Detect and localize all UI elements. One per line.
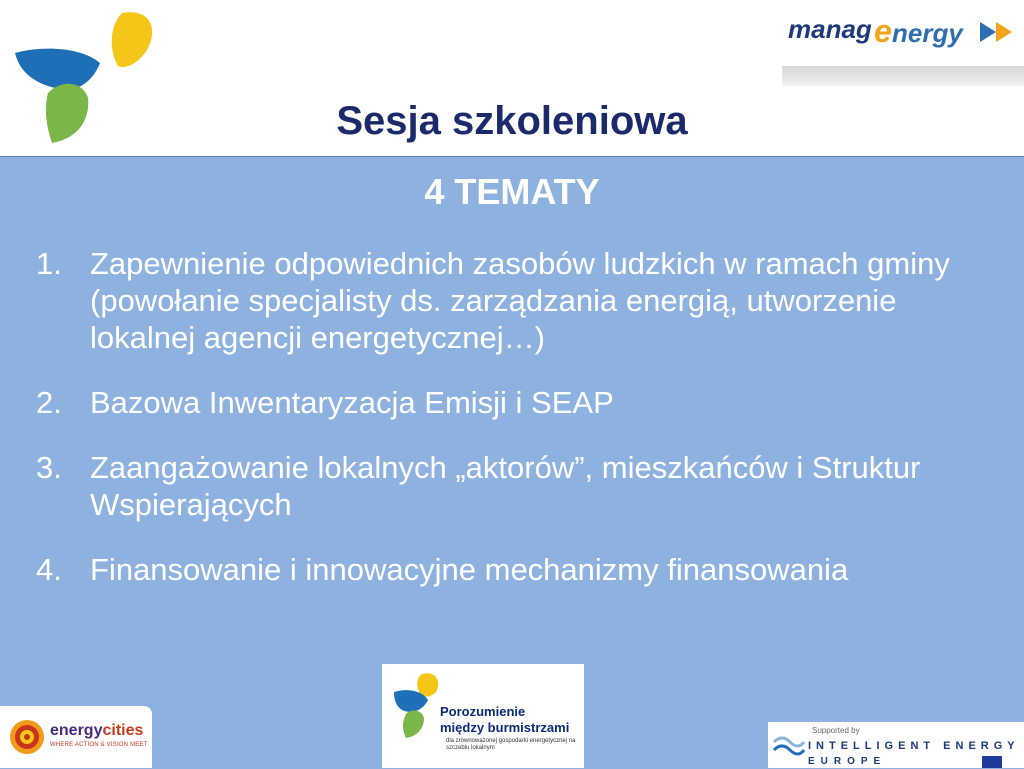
iee-line-2: EUROPE (808, 756, 887, 767)
iee-line-1: INTELLIGENT ENERGY (808, 740, 1020, 752)
list-item (36, 449, 986, 523)
covenant-of-mayors-logo (382, 664, 584, 768)
energy-cities-name-b: cities (102, 722, 144, 739)
list-item (36, 384, 986, 421)
list-item (36, 551, 986, 588)
energy-cities-logo (0, 706, 152, 768)
logo-bar (782, 66, 1024, 86)
arrow-icon-2 (996, 22, 1012, 42)
managenergy-text-3: nergy (892, 18, 963, 48)
covenant-subtitle: dla zrównoważonej gospodarki energetycznej na szczeblu lokalnym (446, 738, 576, 751)
slide-title: Sesja szkoleniowa (336, 99, 688, 143)
blue-leaf-icon (15, 49, 100, 90)
spiral-icon (8, 718, 46, 756)
list-item (36, 245, 986, 356)
managenergy-logo (784, 6, 1020, 62)
yellow-leaf-icon (112, 12, 152, 67)
item-text: Zapewnienie odpowiednich zasobów ludzkich w ramach gminy (powołanie specjalisty ds. zarządzania energią, utworzenie lokalnej agencji energetycznej…) (90, 246, 950, 355)
arrow-icon (980, 22, 996, 42)
item-text: Bazowa Inwentaryzacja Emisji i SEAP (90, 385, 614, 420)
topic-list (36, 245, 986, 616)
eu-flag-icon (982, 756, 1002, 768)
covenant-title-1: Porozumienie (440, 704, 526, 719)
item-text: Zaangażowanie lokalnych „aktorów”, mieszkańców i Struktur Wspierających (90, 450, 921, 522)
iee-supported-by: Supported by (812, 726, 860, 735)
energy-cities-name-a: energy (50, 722, 103, 739)
managenergy-text-1: manag (788, 14, 872, 44)
item-number: 4. (36, 552, 62, 587)
intelligent-energy-europe-logo (768, 722, 1024, 768)
iee-waves-icon (772, 732, 806, 762)
item-text: Finansowanie i innowacyjne mechanizmy finansowania (90, 552, 849, 587)
energy-cities-tagline: WHERE ACTION & VISION MEET (50, 742, 148, 748)
slide-subtitle: 4 TEMATY (424, 171, 600, 212)
covenant-title-2: między burmistrzami (440, 720, 570, 735)
managenergy-text-2: e (874, 13, 892, 49)
slide-header (0, 0, 1024, 156)
energy-cities-name (50, 722, 143, 740)
item-number: 1. (36, 246, 62, 281)
item-number: 3. (36, 450, 62, 485)
covenant-leaves-icon (392, 670, 444, 740)
item-number: 2. (36, 385, 62, 420)
